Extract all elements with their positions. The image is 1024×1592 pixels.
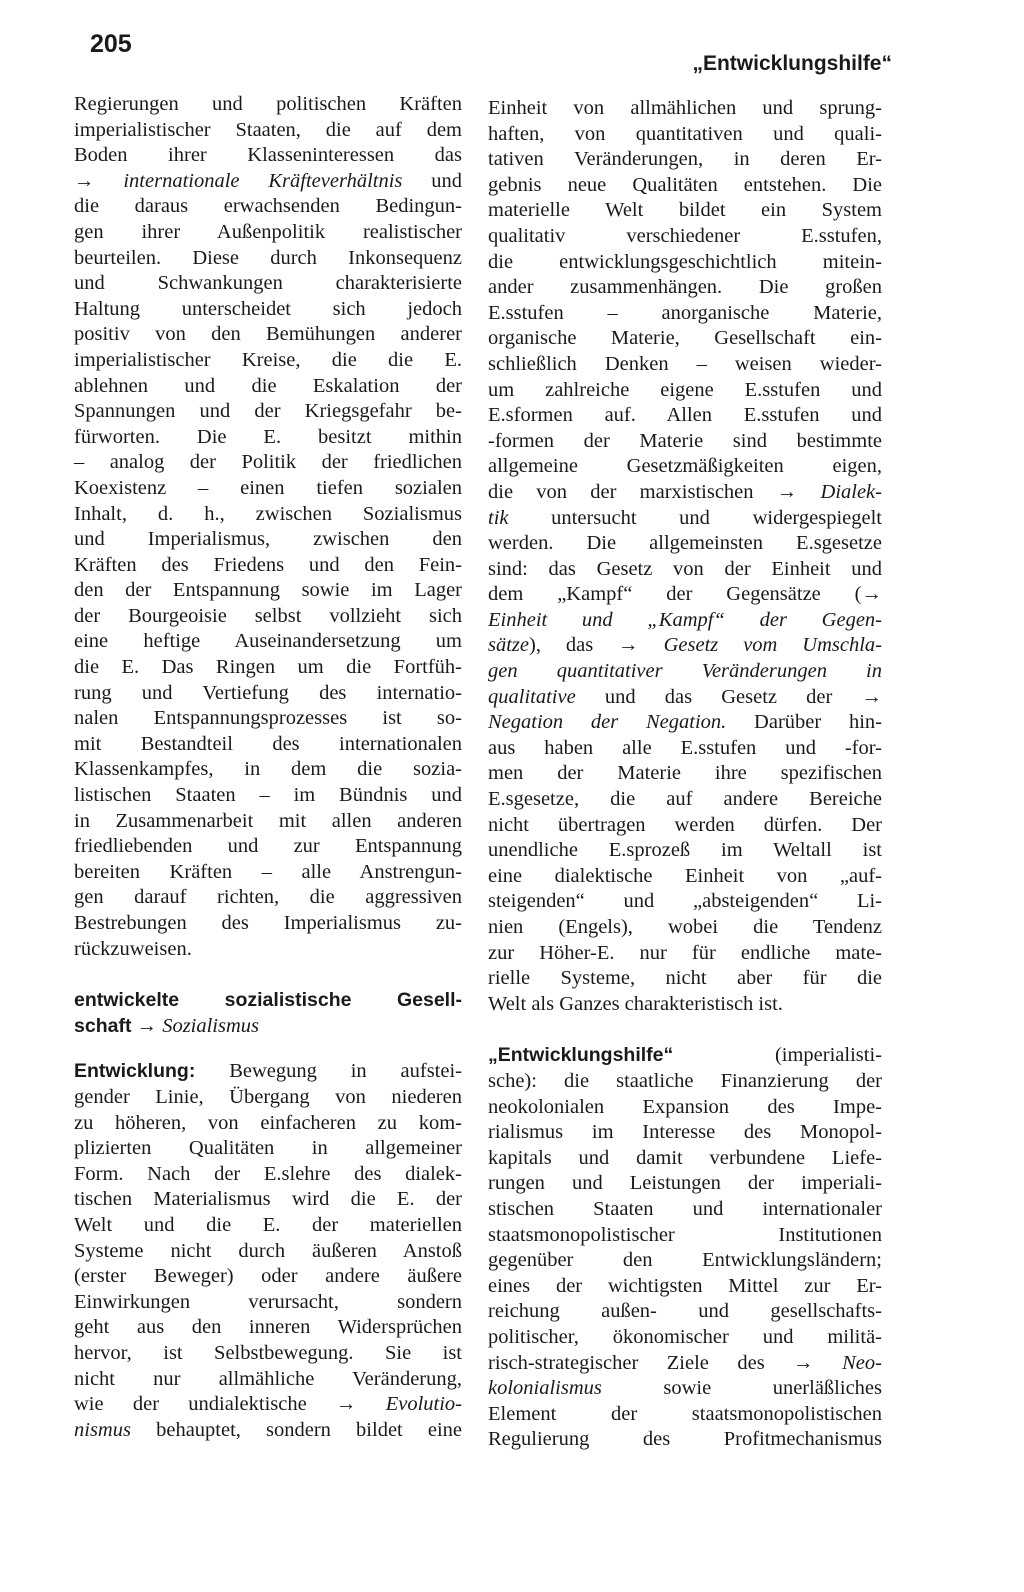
- text-line: qualitativ verschiedener E.sstufen,: [488, 224, 882, 247]
- left-column: [74, 92, 462, 1443]
- paragraph-gap: [74, 1039, 462, 1059]
- text-line: eines der wichtigsten Mittel zur Er-: [488, 1274, 882, 1297]
- text-line: Systeme nicht durch äußeren Anstoß: [74, 1239, 462, 1262]
- right-column: [488, 96, 882, 1453]
- cross-reference-arrow: →: [74, 169, 95, 192]
- cross-reference-link[interactable]: Negation der Negation.: [488, 711, 727, 734]
- text-fragment: behauptet, sondern bildet eine: [130, 1418, 462, 1441]
- text-line: Welt und die E. der materiellen: [74, 1213, 462, 1236]
- text-line: Koexistenz – einen tiefen sozialen: [74, 476, 462, 499]
- text-line: geht aus den inneren Widersprüchen: [74, 1316, 462, 1339]
- text-line: [74, 1392, 462, 1418]
- text-line: [488, 659, 882, 685]
- text-line: rungen und Leistungen der imperiali-: [488, 1172, 882, 1195]
- text-line: politischer, ökonomischer und militä-: [488, 1325, 882, 1348]
- headword: „Entwicklungshilfe“: [488, 1044, 674, 1067]
- text-line: nicht nur allmähliche Veränderung,: [74, 1367, 462, 1390]
- text-line: gender Linie, Übergang von niederen: [74, 1085, 462, 1108]
- running-head: „Entwicklungshilfe“: [692, 52, 892, 75]
- headword: Entwicklung:: [74, 1060, 196, 1083]
- text-line: [488, 710, 882, 736]
- text-line: nicht übertragen werden dürfen. Der: [488, 813, 882, 836]
- text-line: kapitals und damit verbundene Liefe-: [488, 1146, 882, 1169]
- text-line: rialismus im Interesse des Monopol-: [488, 1121, 882, 1144]
- cross-reference-arrow: →: [776, 480, 798, 503]
- text-line: listischen Staaten – im Bündnis und: [74, 784, 462, 807]
- text-line: [488, 1376, 882, 1402]
- text-line: Element der staatsmonopolistischen: [488, 1402, 882, 1425]
- text-line: Welt als Ganzes charakteristisch ist.: [488, 992, 783, 1015]
- text-line: zu höheren, von einfacheren zu kom-: [74, 1111, 462, 1134]
- text-fragment: risch-strategischer Ziele des: [488, 1351, 765, 1374]
- paragraph-gap: [74, 962, 462, 988]
- cross-reference-link[interactable]: internationale Kräfteverhältnis: [123, 169, 403, 192]
- text-line: men der Materie ihre spezifischen: [488, 762, 882, 785]
- text-line: haften, von quantitativen und quali-: [488, 122, 882, 145]
- text-fragment: dem „Kampf“ der Gegensätze (: [488, 583, 862, 606]
- text-line: [488, 480, 882, 506]
- cross-reference-arrow: →: [136, 1014, 158, 1037]
- text-line: Form. Nach der E.slehre des dialek-: [74, 1162, 462, 1185]
- text-line: Einheit von allmählichen und sprung-: [488, 97, 882, 119]
- text-fragment: sowie unerläßliches: [601, 1377, 882, 1400]
- cross-reference-arrow: →: [861, 583, 882, 606]
- text-line: imperialistischer Staaten, die auf dem: [74, 118, 462, 141]
- text-line: [74, 1418, 462, 1444]
- text-fragment: Bewegung in aufstei-: [195, 1060, 462, 1083]
- text-line: E.sformen auf. Allen E.sstufen und: [488, 404, 882, 427]
- text-line: nien (Engels), wobei die Tendenz: [488, 916, 882, 938]
- text-line: allgemeine Gesetzmäßigkeiten eigen,: [488, 455, 882, 478]
- text-line: gebnis neue Qualitäten entstehen. Die: [488, 173, 882, 196]
- text-fragment: untersucht und widergespiegelt: [508, 506, 882, 529]
- text-line: sind: das Gesetz von der Einheit und: [488, 557, 882, 580]
- page-number: 205: [90, 30, 132, 58]
- text-fragment: Darüber hin-: [726, 711, 882, 734]
- text-line: Kräften des Friedens und den Fein-: [74, 553, 462, 576]
- cross-reference-link[interactable]: sätze: [488, 634, 529, 657]
- text-line: reichung außen- und gesellschafts-: [488, 1300, 882, 1323]
- text-line: unendliche E.sprozeß im Weltall ist: [488, 839, 882, 862]
- text-line: Regulierung des Profitmechanismus: [488, 1428, 882, 1451]
- text-line: – analog der Politik der friedlichen: [74, 451, 462, 474]
- text-line: Haltung unterscheidet sich jedoch: [74, 297, 462, 320]
- cross-reference-arrow: →: [793, 1351, 814, 1374]
- text-line: ablehnen und die Eskalation der: [74, 374, 462, 397]
- text-fragment: wie der undialektische: [74, 1393, 336, 1416]
- text-line: staatsmonopolistischer Institutionen: [488, 1223, 882, 1246]
- cross-reference-link[interactable]: gen quantitativer Veränderungen in: [488, 660, 882, 683]
- text-fragment: die von der marxistischen: [488, 480, 777, 503]
- cross-reference-link[interactable]: tik: [488, 506, 509, 529]
- text-line: Einwirkungen verursacht, sondern: [74, 1290, 462, 1313]
- text-line: stischen Staaten und internationaler: [488, 1197, 882, 1220]
- text-fragment: und: [402, 169, 462, 192]
- cross-reference-arrow: →: [335, 1393, 357, 1416]
- text-line: [74, 1059, 462, 1085]
- text-line: steigenden“ und „absteigenden“ Li-: [488, 890, 882, 913]
- text-line: werden. Die allgemeinsten E.sgesetze: [488, 532, 882, 555]
- cross-reference-link[interactable]: Gesetz vom Umschla-: [638, 634, 883, 657]
- text-line: und Imperialismus, zwischen den: [74, 528, 462, 551]
- text-line: neokolonialen Expansion des Impe-: [488, 1095, 882, 1118]
- text-line: organische Materie, Gesellschaft ein-: [488, 327, 882, 350]
- text-line: in Zusammenarbeit mit allen anderen: [74, 809, 462, 832]
- text-line: hervor, ist Selbstbewegung. Sie ist: [74, 1341, 462, 1364]
- text-line: plizierten Qualitäten in allgemeiner: [74, 1137, 462, 1160]
- text-line: friedliebenden und zur Entspannung: [74, 835, 462, 858]
- text-line: Klassenkampfes, in dem die sozia-: [74, 758, 462, 781]
- headword: entwickelte sozialistische Gesell-: [74, 989, 462, 1012]
- text-fragment: und das Gesetz der: [575, 685, 862, 708]
- text-line: schließlich Denken – weisen wieder-: [488, 352, 882, 375]
- text-line: ander zusammenhängen. Die großen: [488, 276, 882, 299]
- text-fragment: ), das: [529, 634, 619, 657]
- cross-reference-arrow: →: [618, 634, 639, 657]
- paragraph-continuation: [74, 92, 462, 962]
- entry-entwicklung-continued: [488, 96, 882, 1017]
- text-line: Spannungen und der Kriegsgefahr be-: [74, 400, 462, 423]
- text-line: eine dialektische Einheit von „auf-: [488, 864, 882, 887]
- text-line: und Schwankungen charakterisierte: [74, 272, 462, 295]
- paragraph-gap: [488, 1017, 882, 1043]
- text-line: gen darauf richten, die aggressiven: [74, 886, 462, 909]
- text-line: mit Bestandteil des internationalen: [74, 732, 462, 755]
- text-line: nalen Entspannungsprozesses ist so-: [74, 707, 462, 730]
- entry-entwicklungshilfe: [488, 1043, 882, 1453]
- text-line: materielle Welt bildet ein System: [488, 199, 882, 222]
- cross-reference-link[interactable]: nismus: [74, 1418, 131, 1441]
- text-line: aus haben alle E.sstufen und -for-: [488, 736, 882, 759]
- text-line: gegenüber den Entwicklungsländern;: [488, 1249, 882, 1272]
- text-line: [74, 169, 462, 195]
- entry-entwickelte-sozialistische-gesellschaft: [74, 988, 462, 1039]
- text-line: eine heftige Auseinandersetzung um: [74, 630, 462, 653]
- text-line: der Bourgeoisie selbst vollzieht sich: [74, 604, 462, 627]
- text-line: die daraus erwachsenden Bedingun-: [74, 195, 462, 218]
- text-line: [488, 582, 882, 608]
- text-line: tativen Veränderungen, in deren Er-: [488, 148, 882, 171]
- text-line: [488, 633, 882, 659]
- text-line: tischen Materialismus wird die E. der: [74, 1188, 462, 1211]
- text-line: positiv von den Bemühungen anderer: [74, 323, 462, 346]
- text-line: [488, 506, 882, 532]
- text-line: imperialistischer Kreise, die die E.: [74, 348, 462, 371]
- text-line: rückzuweisen.: [74, 937, 192, 960]
- cross-reference-link[interactable]: Einheit und „Kampf“ der Gegen-: [488, 608, 882, 631]
- text-line: [488, 1043, 882, 1069]
- text-line: die entwicklungsgeschichtlich mitein-: [488, 250, 882, 273]
- cross-reference-link[interactable]: Dialek-: [797, 480, 882, 503]
- text-line: fürworten. Die E. besitzt mithin: [74, 425, 462, 448]
- text-line: die E. Das Ringen um die Fortfüh-: [74, 656, 462, 679]
- text-line: Regierungen und politischen Kräften: [74, 93, 462, 115]
- text-line: [488, 608, 882, 634]
- text-line: [74, 988, 462, 1014]
- cross-reference-link[interactable]: qualitative: [488, 685, 576, 708]
- text-fragment: (imperialisti-: [673, 1044, 882, 1067]
- cross-reference-arrow: →: [861, 685, 882, 708]
- text-line: Bestrebungen des Imperialismus zu-: [74, 912, 462, 934]
- cross-reference-link[interactable]: Evolutio-: [356, 1393, 462, 1416]
- text-line: [488, 685, 882, 711]
- text-line: rielle Systeme, nicht aber für die: [488, 967, 882, 990]
- cross-reference-link[interactable]: Neo-: [813, 1351, 882, 1374]
- text-line: bereiten Kräften – alle Anstrengun-: [74, 860, 462, 883]
- headword: schaft: [74, 1014, 132, 1037]
- text-line: Boden ihrer Klasseninteressen das: [74, 144, 462, 167]
- text-line: beurteilen. Diese durch Inkonsequenz: [74, 246, 462, 269]
- entry-entwicklung: [74, 1059, 462, 1443]
- text-line: [488, 1351, 882, 1377]
- text-line: [74, 1014, 462, 1040]
- text-line: um zahlreiche eigene E.sstufen und: [488, 378, 882, 401]
- text-line: E.sstufen – anorganische Materie,: [488, 301, 882, 324]
- text-line: rung und Vertiefung des internatio-: [74, 681, 462, 704]
- text-line: Inhalt, d. h., zwischen Sozialismus: [74, 502, 462, 525]
- text-line: zur Höher-E. nur für endliche mate-: [488, 941, 882, 964]
- text-line: sche): die staatliche Finanzierung der: [488, 1069, 882, 1092]
- text-line: (erster Beweger) oder andere äußere: [74, 1265, 462, 1288]
- text-line: gen ihrer Außenpolitik realistischer: [74, 220, 462, 243]
- text-line: -formen der Materie sind bestimmte: [488, 429, 882, 452]
- cross-reference-link[interactable]: kolonialismus: [488, 1377, 602, 1400]
- cross-reference-link[interactable]: Sozialismus: [162, 1014, 260, 1037]
- text-line: den der Entspannung sowie im Lager: [74, 579, 462, 602]
- text-line: E.sgesetze, die auf andere Bereiche: [488, 788, 882, 811]
